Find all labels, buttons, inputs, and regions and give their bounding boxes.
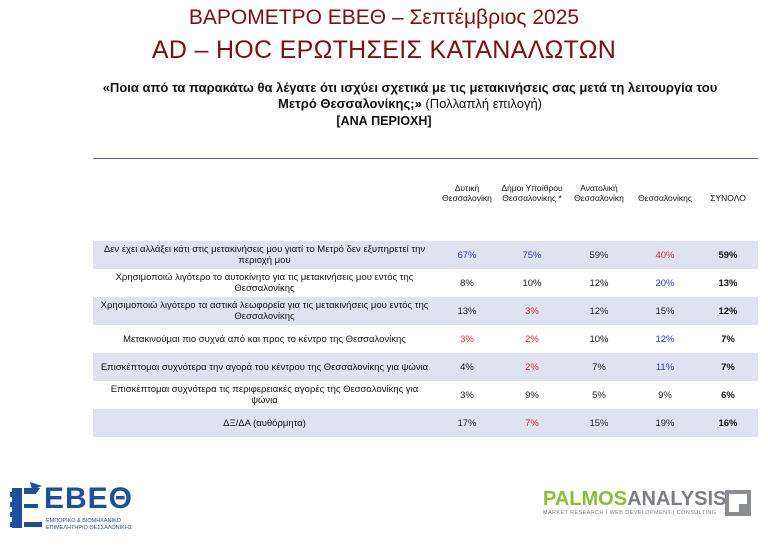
total-cell: 12% — [698, 297, 758, 325]
column-header: Δήμοι Υπαίθρου Θεσσαλονίκης * — [501, 183, 563, 203]
value-cell: 20% — [655, 277, 675, 289]
table-row — [93, 353, 758, 381]
value-cell: 5% — [592, 389, 606, 401]
value-cell: 40% — [632, 241, 698, 269]
value-cell: 12% — [655, 333, 675, 345]
table-header-row — [93, 183, 758, 241]
total-cell: 13% — [718, 277, 738, 289]
value-cell: 13% — [436, 297, 498, 325]
value-cell: 7% — [498, 409, 566, 437]
question-text: «Ποια από τα παρακάτω θα λέγατε ότι ισχύει σχετικά με τις μετακινήσεις σας μετά τη λειτουργία του Μετρό Θεσσαλονίκης;» — [102, 80, 718, 111]
value-cell: 12% — [566, 297, 632, 325]
page-title: ΒΑΡΟΜΕΤΡΟ ΕΒΕΘ – Σεπτέμβριος 2025 — [188, 6, 580, 29]
ebeth-line: ΕΜΠΟΡΙΚΟ & ΒΙΟΜΗΧΑΝΙΚΟ — [46, 518, 121, 524]
gear-icon — [10, 482, 44, 530]
ebeth-subtitle — [46, 518, 132, 532]
row-label: Δεν έχει αλλάξει κάτι στις μετακινήσεις μου γιατί το Μετρό δεν εξυπηρετεί την περιοχή μου — [93, 241, 436, 269]
palmos-tagline: MARKET RESEARCH | WEB DEVELOPMENT | CONSULTING — [543, 510, 717, 516]
ebeth-name: ΕΒΕΘ — [44, 482, 134, 515]
ebeth-line: ΕΠΙΜΕΛΗΤΗΡΙΟ ΘΕΣΣΑΛΟΝΙΚΗΣ — [46, 525, 133, 531]
value-cell: 2% — [498, 353, 566, 381]
question-note: (Πολλαπλή επιλογή) — [421, 96, 542, 111]
total-cell: 7% — [721, 333, 735, 345]
value-cell: 12% — [589, 277, 609, 289]
results-table — [93, 183, 758, 437]
table-row — [93, 269, 758, 297]
square-logo-icon — [725, 490, 751, 516]
value-cell: 10% — [522, 277, 542, 289]
value-cell: 10% — [589, 333, 609, 345]
value-cell: 7% — [566, 353, 632, 381]
table-row — [93, 325, 758, 353]
row-label: Επισκέπτομαι συχνότερα την αγορά του κέντρου της Θεσσαλονίκης για ψώνια — [93, 353, 436, 381]
value-cell: 3% — [460, 333, 474, 345]
palmos-logo — [543, 488, 758, 524]
palmos-part: PALMOS — [543, 488, 628, 510]
value-cell: 15% — [632, 297, 698, 325]
survey-question — [100, 80, 720, 112]
column-header: Ανατολική Θεσσαλονίκη — [574, 183, 624, 203]
value-cell: 75% — [498, 241, 566, 269]
column-header: Δυτική Θεσσαλονίκη — [442, 183, 492, 203]
header-empty — [93, 183, 436, 241]
value-cell: 9% — [525, 389, 539, 401]
palmos-wordmark — [543, 488, 726, 510]
value-cell: 19% — [632, 409, 698, 437]
ebeth-logo — [10, 482, 150, 542]
value-cell: 17% — [436, 409, 498, 437]
value-cell: 8% — [460, 277, 474, 289]
value-cell: 59% — [566, 241, 632, 269]
breakdown-label: [ΑΝΑ ΠΕΡΙΟΧΗ] — [336, 114, 432, 128]
total-cell: 59% — [698, 241, 758, 269]
row-label: Χρησιμοποιώ λιγότερο τα αστικά λεωφορεία για τις μετακινήσεις μου εντός της Θεσσαλονίκης — [93, 297, 436, 325]
table-row — [93, 297, 758, 325]
row-label: Μετακινούμαι πιο συχνά από και προς το κέντρο της Θεσσαλονίκης — [123, 333, 406, 345]
value-cell: 9% — [658, 389, 672, 401]
column-header: ΣΥΝΟΛΟ — [710, 193, 746, 203]
value-cell: 3% — [498, 297, 566, 325]
page-subtitle: AD – HOC ΕΡΩΤΗΣΕΙΣ ΚΑΤΑΝΑΛΩΤΩΝ — [151, 36, 617, 64]
value-cell: 3% — [460, 389, 474, 401]
value-cell: 4% — [436, 353, 498, 381]
value-cell: 2% — [525, 333, 539, 345]
value-cell: 11% — [632, 353, 698, 381]
row-label: ΔΞ/ΔΑ (αυθόρμητα) — [93, 409, 436, 437]
table-row — [93, 409, 758, 437]
divider — [93, 158, 758, 159]
row-label: Επισκέπτομαι συχνότερα τις περιφερειακές αγορές της Θεσσαλονίκης για ψώνια — [110, 384, 419, 406]
value-cell: 67% — [436, 241, 498, 269]
table-row — [93, 241, 758, 269]
value-cell: 15% — [566, 409, 632, 437]
table-row — [93, 381, 758, 409]
column-header: Θεσσαλονίκης — [638, 193, 692, 203]
total-cell: 16% — [698, 409, 758, 437]
total-cell: 6% — [721, 389, 735, 401]
analysis-part: ANALYSIS — [627, 488, 727, 510]
total-cell: 7% — [698, 353, 758, 381]
row-label: Χρησιμοποιώ λιγότερο το αυτοκίνητο για τις μετακινήσεις μου εντός της Θεσσαλονίκης — [115, 272, 414, 294]
